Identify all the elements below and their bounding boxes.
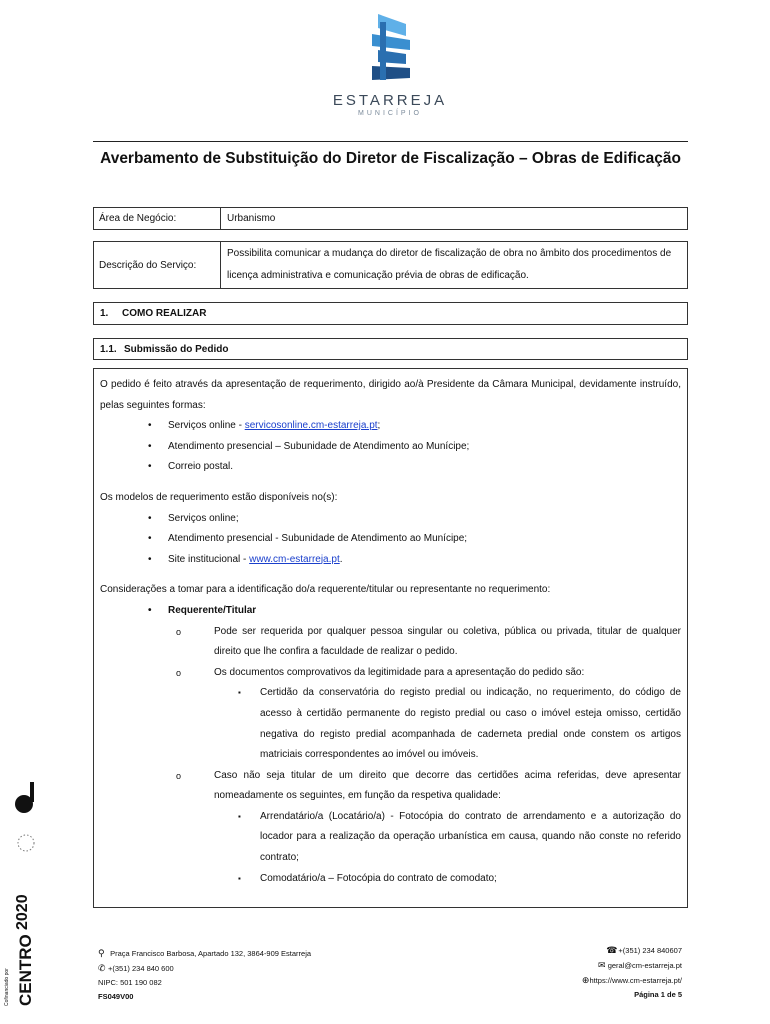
regiao-centro-logo-icon [12, 782, 40, 816]
list-item: • Atendimento presencial – Subunidade de Atendimento ao Munícipe; [100, 437, 681, 458]
section-number: 1. [100, 308, 109, 319]
estarreja-logo-icon [360, 14, 420, 88]
footer-form-code: FS049V00 [98, 992, 134, 1001]
email-icon: ✉ [598, 960, 606, 970]
section-title: COMO REALIZAR [122, 308, 207, 319]
sub-item: o Pode ser requerida por qualquer pessoa singular ou coletiva, pública ou privada, titular de qualquer direito que lhe confira a faculdade de realizar o pedido. [100, 622, 681, 663]
footer-left [98, 946, 311, 1004]
list-item: • Correio postal. [100, 457, 681, 478]
programme-name: CENTRO [16, 934, 35, 1006]
phone-icon: ✆ [98, 963, 106, 973]
site-institucional-link[interactable]: www.cm-estarreja.pt [249, 553, 340, 565]
business-area-value: Urbanismo [227, 213, 276, 224]
logo-name: ESTARREJA [332, 92, 448, 109]
list-item: • Site institucional - www.cm-estarreja.pt. [100, 550, 681, 571]
subsection-number: 1.1. [100, 343, 117, 355]
footer-phone: +(351) 234 840 600 [108, 964, 174, 973]
service-description-row [93, 241, 688, 289]
subsection-title: Submissão do Pedido [124, 343, 229, 355]
models-intro: Os modelos de requerimento estão disponíveis no(s): [100, 491, 338, 503]
document-title: Averbamento de Substituição do Diretor de Fiscalização – Obras de Edificação [100, 150, 681, 167]
sub-sub-item: ▪ Certidão da conservatória do registo predial ou indicação, no requerimento, do código de acesso à certidão permanente do registo predial ou caso o imóvel esteja omisso, certidão negativa do registo predial acompanhada de caderneta predial onde constem os artigos matriciais correspondentes ao imóvel ou imóveis. [100, 683, 681, 765]
footer-address: Praça Francisco Barbosa, Apartado 132, 3864-909 Estarreja [110, 949, 312, 958]
service-description-value: Possibilita comunicar a mudança do diretor de fiscalização de obra no âmbito dos procedimentos de licença administrativa e comunicação prévia de obras de edificação. [227, 248, 672, 281]
considerations-paragraph: Considerações a tomar para a identificação do/a requerente/titular ou representante no requerimento: [100, 584, 551, 596]
sub-item: o Caso não seja titular de um direito que decorre das certidões acima referidas, deve apresentar nomeadamente os seguintes, em função da respetiva qualidade: [100, 766, 681, 807]
sub-sub-item: ▪ Arrendatário/a (Locatário/a) - Fotocópia do contrato de arrendamento e a autorização do locador para a realização da operação urbanística em causa, quando não conste no referido contrato; [100, 807, 681, 869]
page-number: Página 1 de 5 [634, 990, 682, 999]
list-item: • Serviços online - servicosonline.cm-estarreja.pt; [100, 416, 681, 437]
footer-website[interactable]: https://www.cm-estarreja.pt/ [589, 976, 682, 985]
servicos-online-link[interactable]: servicosonline.cm-estarreja.pt [244, 420, 378, 432]
fax-icon: ☎ [606, 945, 618, 955]
footer-email[interactable]: geral@cm-estarreja.pt [607, 961, 682, 970]
intro-paragraph: O pedido é feito através da apresentação de requerimento, dirigido ao/à Presidente da Câmara Municipal, devidamente instruído, pelas seguintes formas: [100, 379, 681, 411]
funding-strip [4, 770, 38, 1010]
section-submissao [93, 338, 688, 360]
footer-right [579, 943, 682, 1002]
sub-item: o Os documentos comprovativos da legitimidade para a apresentação do pedido são: [100, 663, 681, 684]
list-item: • Atendimento presencial - Subunidade de Atendimento ao Munícipe; [100, 529, 681, 550]
globe-icon: ⊕ [581, 975, 590, 985]
service-description-label: Descrição do Serviço: [94, 242, 221, 288]
footer-nipc: NIPC: 501 190 082 [98, 978, 162, 987]
list-item: • Serviços online; [100, 509, 681, 530]
section-como-realizar [93, 302, 688, 325]
footer-fax: +(351) 234 840607 [618, 946, 682, 955]
sub-sub-item: ▪ Comodatário/a – Fotocópia do contrato de comodato; [100, 869, 681, 890]
submission-content [93, 368, 688, 908]
header-divider [93, 141, 688, 142]
requerente-heading: • Requerente/Titular [100, 601, 681, 622]
eu-stars-icon [16, 832, 36, 854]
logo-subtitle: MUNICÍPIO [358, 110, 422, 117]
location-pin-icon: ⚲ [98, 948, 105, 958]
municipality-logo [330, 14, 450, 124]
cofinancing-note: Cofinanciado por [4, 968, 10, 1006]
business-area-label: Área de Negócio: [94, 208, 221, 229]
programme-year: 2020 [14, 894, 31, 930]
business-area-row [93, 207, 688, 230]
